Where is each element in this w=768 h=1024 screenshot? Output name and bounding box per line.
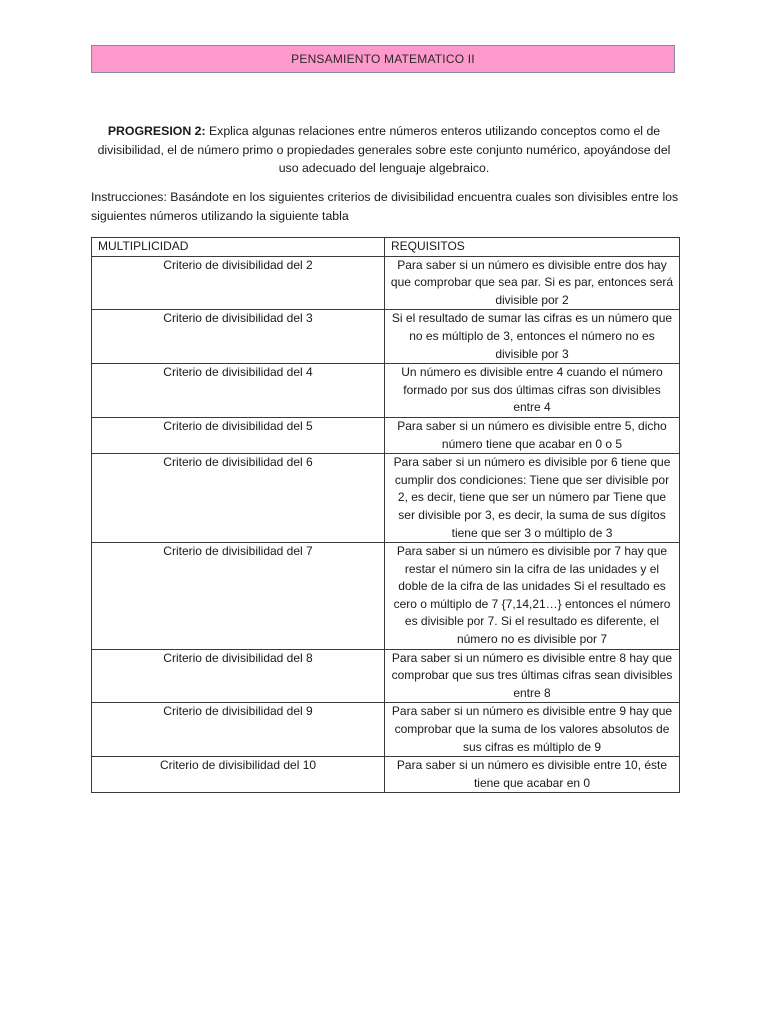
- progression-label: PROGRESION 2:: [107, 124, 206, 138]
- instructions-paragraph: Instrucciones: Basándote en los siguientes criterios de divisibilidad encuentra cuales son divisibles entre los siguientes números utilizando la siguiente tabla: [91, 190, 679, 223]
- table-row: [92, 757, 680, 793]
- page-title-banner: [91, 45, 675, 73]
- divisibility-table: [91, 237, 680, 793]
- criterion-cell: Criterio de divisibilidad del 2: [92, 256, 385, 310]
- table-row: [92, 454, 680, 543]
- table-row: [92, 310, 680, 364]
- table-header-row: [92, 238, 680, 257]
- progression-text: Explica algunas relaciones entre números enteros utilizando conceptos como el de divisibilidad, el de número primo o propiedades generales sobre este conjunto numérico, apoyándose del uso adecuado del lenguaje algebraico.: [97, 124, 671, 175]
- table-row: [92, 649, 680, 703]
- table-row: [92, 256, 680, 310]
- column-header-multiplicity: MULTIPLICIDAD: [92, 238, 385, 257]
- criterion-cell: Criterio de divisibilidad del 4: [92, 364, 385, 418]
- requirement-cell: Para saber si un número es divisible entre 9 hay que comprobar que la suma de los valores absolutos de sus cifras es múltiplo de 9: [385, 703, 680, 757]
- table-row: [92, 543, 680, 650]
- column-header-requirements: REQUISITOS: [385, 238, 680, 257]
- table-row: [92, 364, 680, 418]
- progression-statement: [92, 122, 676, 178]
- page-title: PENSAMIENTO MATEMATICO II: [291, 52, 475, 66]
- requirement-cell: Para saber si un número es divisible entre 5, dicho número tiene que acabar en 0 o 5: [385, 417, 680, 453]
- criterion-cell: Criterio de divisibilidad del 7: [92, 543, 385, 650]
- table-row: [92, 703, 680, 757]
- criterion-cell: Criterio de divisibilidad del 8: [92, 649, 385, 703]
- criterion-cell: Criterio de divisibilidad del 9: [92, 703, 385, 757]
- table-row: [92, 417, 680, 453]
- criterion-cell: Criterio de divisibilidad del 6: [92, 454, 385, 543]
- requirement-cell: Para saber si un número es divisible entre 10, éste tiene que acabar en 0: [385, 757, 680, 793]
- requirement-cell: Para saber si un número es divisible por 6 tiene que cumplir dos condiciones: Tiene que ser divisible por 2, es decir, tiene que ser un número par Tiene que ser divisible por 3, es decir, la suma de sus dígitos tiene que ser 3 o múltiplo de 3: [385, 454, 680, 543]
- requirement-cell: Para saber si un número es divisible entre dos hay que comprobar que sea par. Si es par, entonces será divisible por 2: [385, 256, 680, 310]
- criterion-cell: Criterio de divisibilidad del 3: [92, 310, 385, 364]
- requirement-cell: Si el resultado de sumar las cifras es un número que no es múltiplo de 3, entonces el número no es divisible por 3: [385, 310, 680, 364]
- criterion-cell: Criterio de divisibilidad del 5: [92, 417, 385, 453]
- requirement-cell: Para saber si un número es divisible por 7 hay que restar el número sin la cifra de las unidades y el doble de la cifra de las unidades Si el resultado es cero o múltiplo de 7 {7,14,21…} entonces el número es divisible por 7. Si el resultado es diferente, el número no es divisible por 7: [385, 543, 680, 650]
- requirement-cell: Para saber si un número es divisible entre 8 hay que comprobar que sus tres últimas cifras sean divisibles entre 8: [385, 649, 680, 703]
- requirement-cell: Un número es divisible entre 4 cuando el número formado por sus dos últimas cifras son divisibles entre 4: [385, 364, 680, 418]
- criterion-cell: Criterio de divisibilidad del 10: [92, 757, 385, 793]
